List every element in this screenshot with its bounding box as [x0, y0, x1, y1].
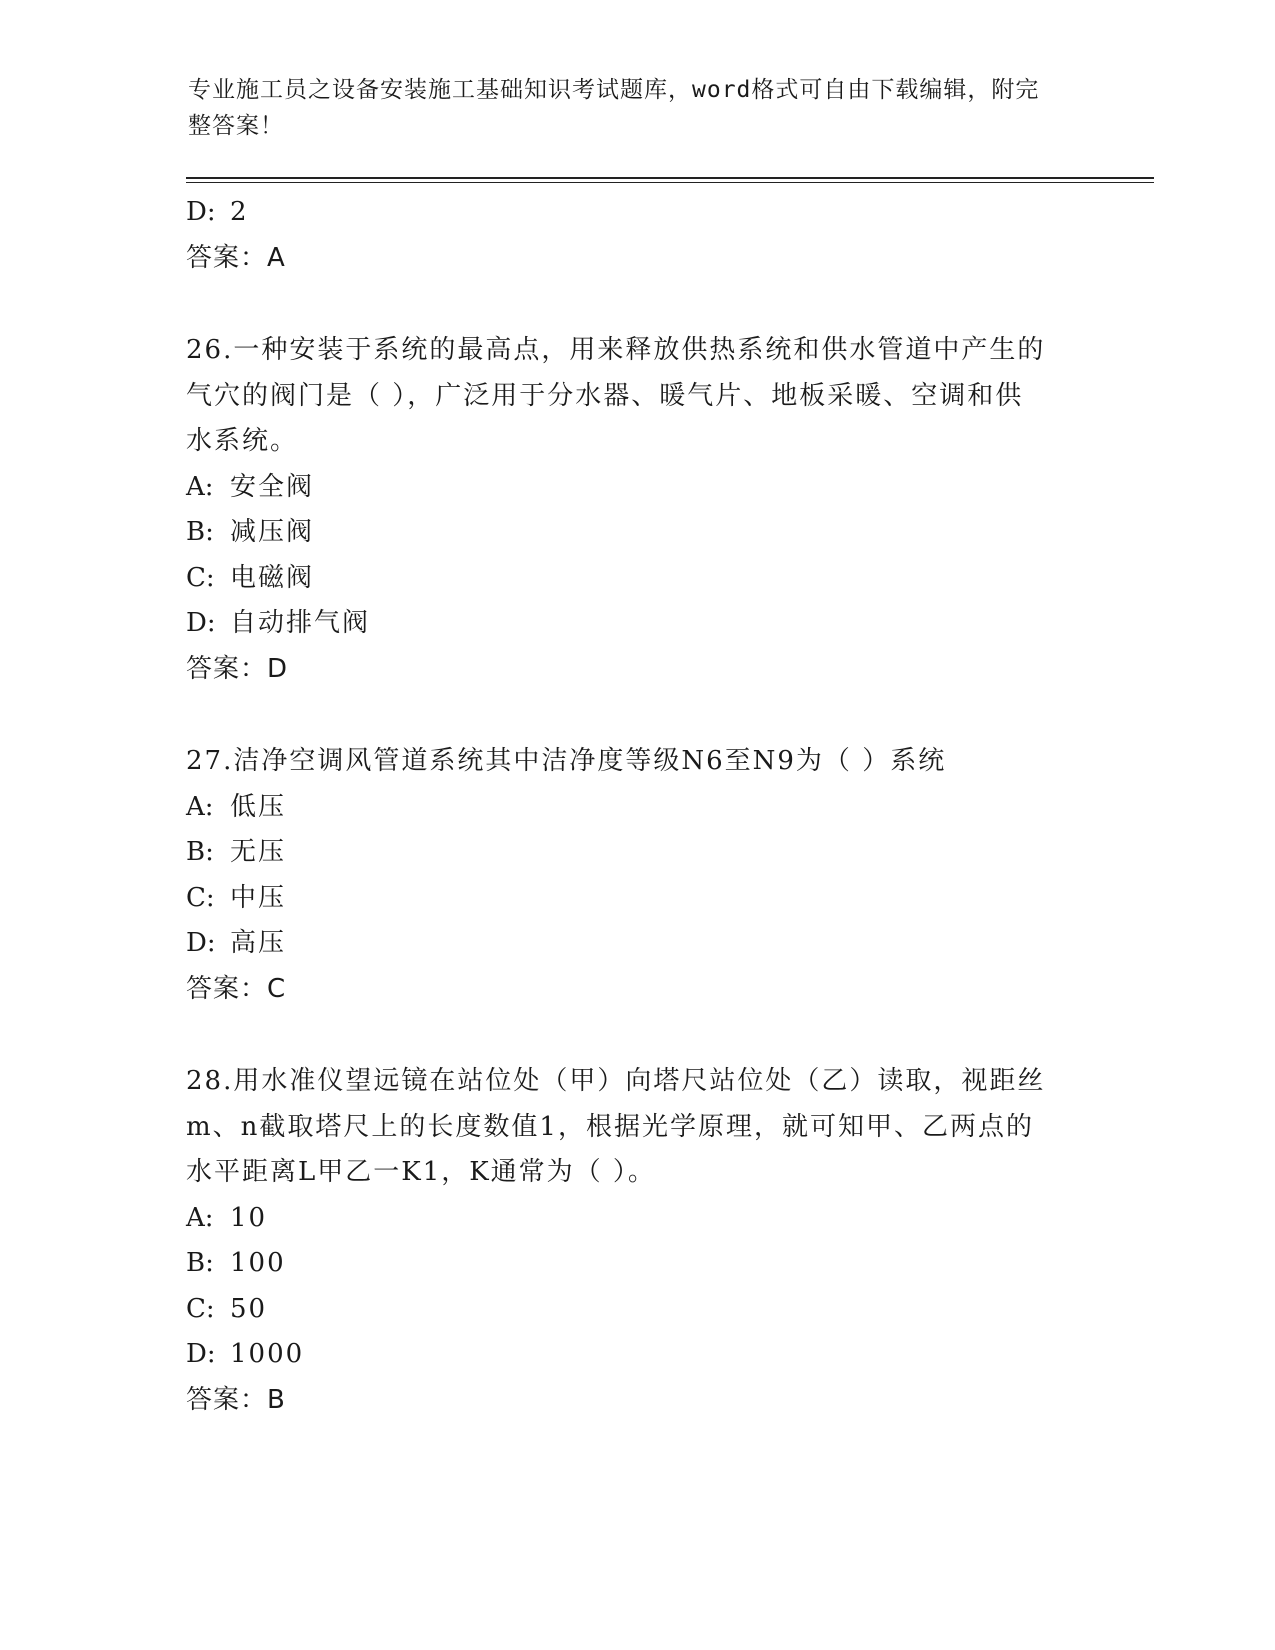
option-text: 减压阀: [230, 517, 315, 547]
spacer: [186, 281, 1086, 328]
option-text: 电磁阀: [230, 562, 315, 593]
option-a: [186, 1196, 1086, 1242]
spacer: [186, 692, 1086, 739]
option-b: [186, 1241, 1086, 1287]
option-a: [186, 785, 1086, 831]
answer: 答案：C: [186, 973, 287, 1004]
option-letter: C:: [186, 1293, 215, 1324]
option-b: [186, 830, 1086, 876]
header-line-2: 整答案！: [188, 113, 284, 139]
question-27: [186, 739, 1086, 1012]
answer: 答案：D: [186, 653, 289, 684]
option-letter: A:: [186, 791, 214, 822]
option-letter: D:: [186, 608, 216, 638]
option-b: [186, 510, 1086, 556]
option-c: [186, 1287, 1086, 1333]
question-text-line: 水平距离L甲乙一K1，K通常为（ ）。: [186, 1157, 656, 1187]
question-text-line: 气穴的阀门是（ ），广泛用于分水器、暖气片、地板采暖、空调和供: [186, 380, 1024, 411]
question-content: [186, 190, 1086, 1423]
option-text: 1000: [230, 1339, 305, 1369]
option-d: [186, 601, 1086, 647]
question-text-line: 28.用水准仪望远镜在站位处（甲）向塔尺站位处（乙）读取，视距丝: [186, 1066, 1046, 1096]
header-rule-thick: [186, 177, 1154, 179]
option-text: 10: [230, 1202, 268, 1233]
question-text-line: 水系统。: [186, 426, 299, 456]
option-letter: D:: [186, 1339, 216, 1369]
option-letter: A:: [186, 1202, 214, 1233]
option-letter: D:: [186, 197, 216, 227]
header-line-1: 专业施工员之设备安装施工基础知识考试题库，word格式可自由下载编辑，附完: [188, 77, 1040, 103]
question-text-line: 26.一种安装于系统的最高点，用来释放供热系统和供水管道中产生的: [186, 335, 1046, 365]
question-text-line: 27.洁净空调风管道系统其中洁净度等级N6至N9为（ ）系统: [186, 746, 947, 776]
option-letter: B:: [186, 837, 214, 867]
question-28: [186, 1059, 1086, 1423]
option-text: 2: [230, 197, 249, 227]
option-letter: A:: [186, 471, 214, 502]
option-letter: C:: [186, 562, 215, 593]
answer: 答案：B: [186, 1384, 286, 1415]
document-header: [188, 72, 1068, 144]
option-text: 100: [230, 1248, 286, 1278]
option-letter: B:: [186, 517, 214, 547]
option-d: [186, 1332, 1086, 1378]
option-text: 高压: [230, 928, 287, 958]
question-text-line: m、n截取塔尺上的长度数值1，根据光学原理，就可知甲、乙两点的: [186, 1111, 1034, 1142]
option-c: [186, 876, 1086, 922]
option-letter: C:: [186, 882, 215, 913]
option-text: 安全阀: [230, 471, 315, 502]
option-text: 低压: [230, 791, 287, 822]
option-letter: B:: [186, 1248, 214, 1278]
option-text: 无压: [230, 837, 287, 867]
header-rule-thin: [186, 182, 1154, 183]
option-a: [186, 465, 1086, 511]
option-letter: D:: [186, 928, 216, 958]
spacer: [186, 1012, 1086, 1059]
option-text: 50: [230, 1293, 268, 1324]
option-c: [186, 556, 1086, 602]
option-text: 中压: [230, 882, 287, 913]
question-26: [186, 328, 1086, 692]
prev-option-d: [186, 190, 1086, 236]
option-text: 自动排气阀: [230, 608, 371, 638]
prev-answer: 答案：A: [186, 242, 286, 273]
option-d: [186, 921, 1086, 967]
